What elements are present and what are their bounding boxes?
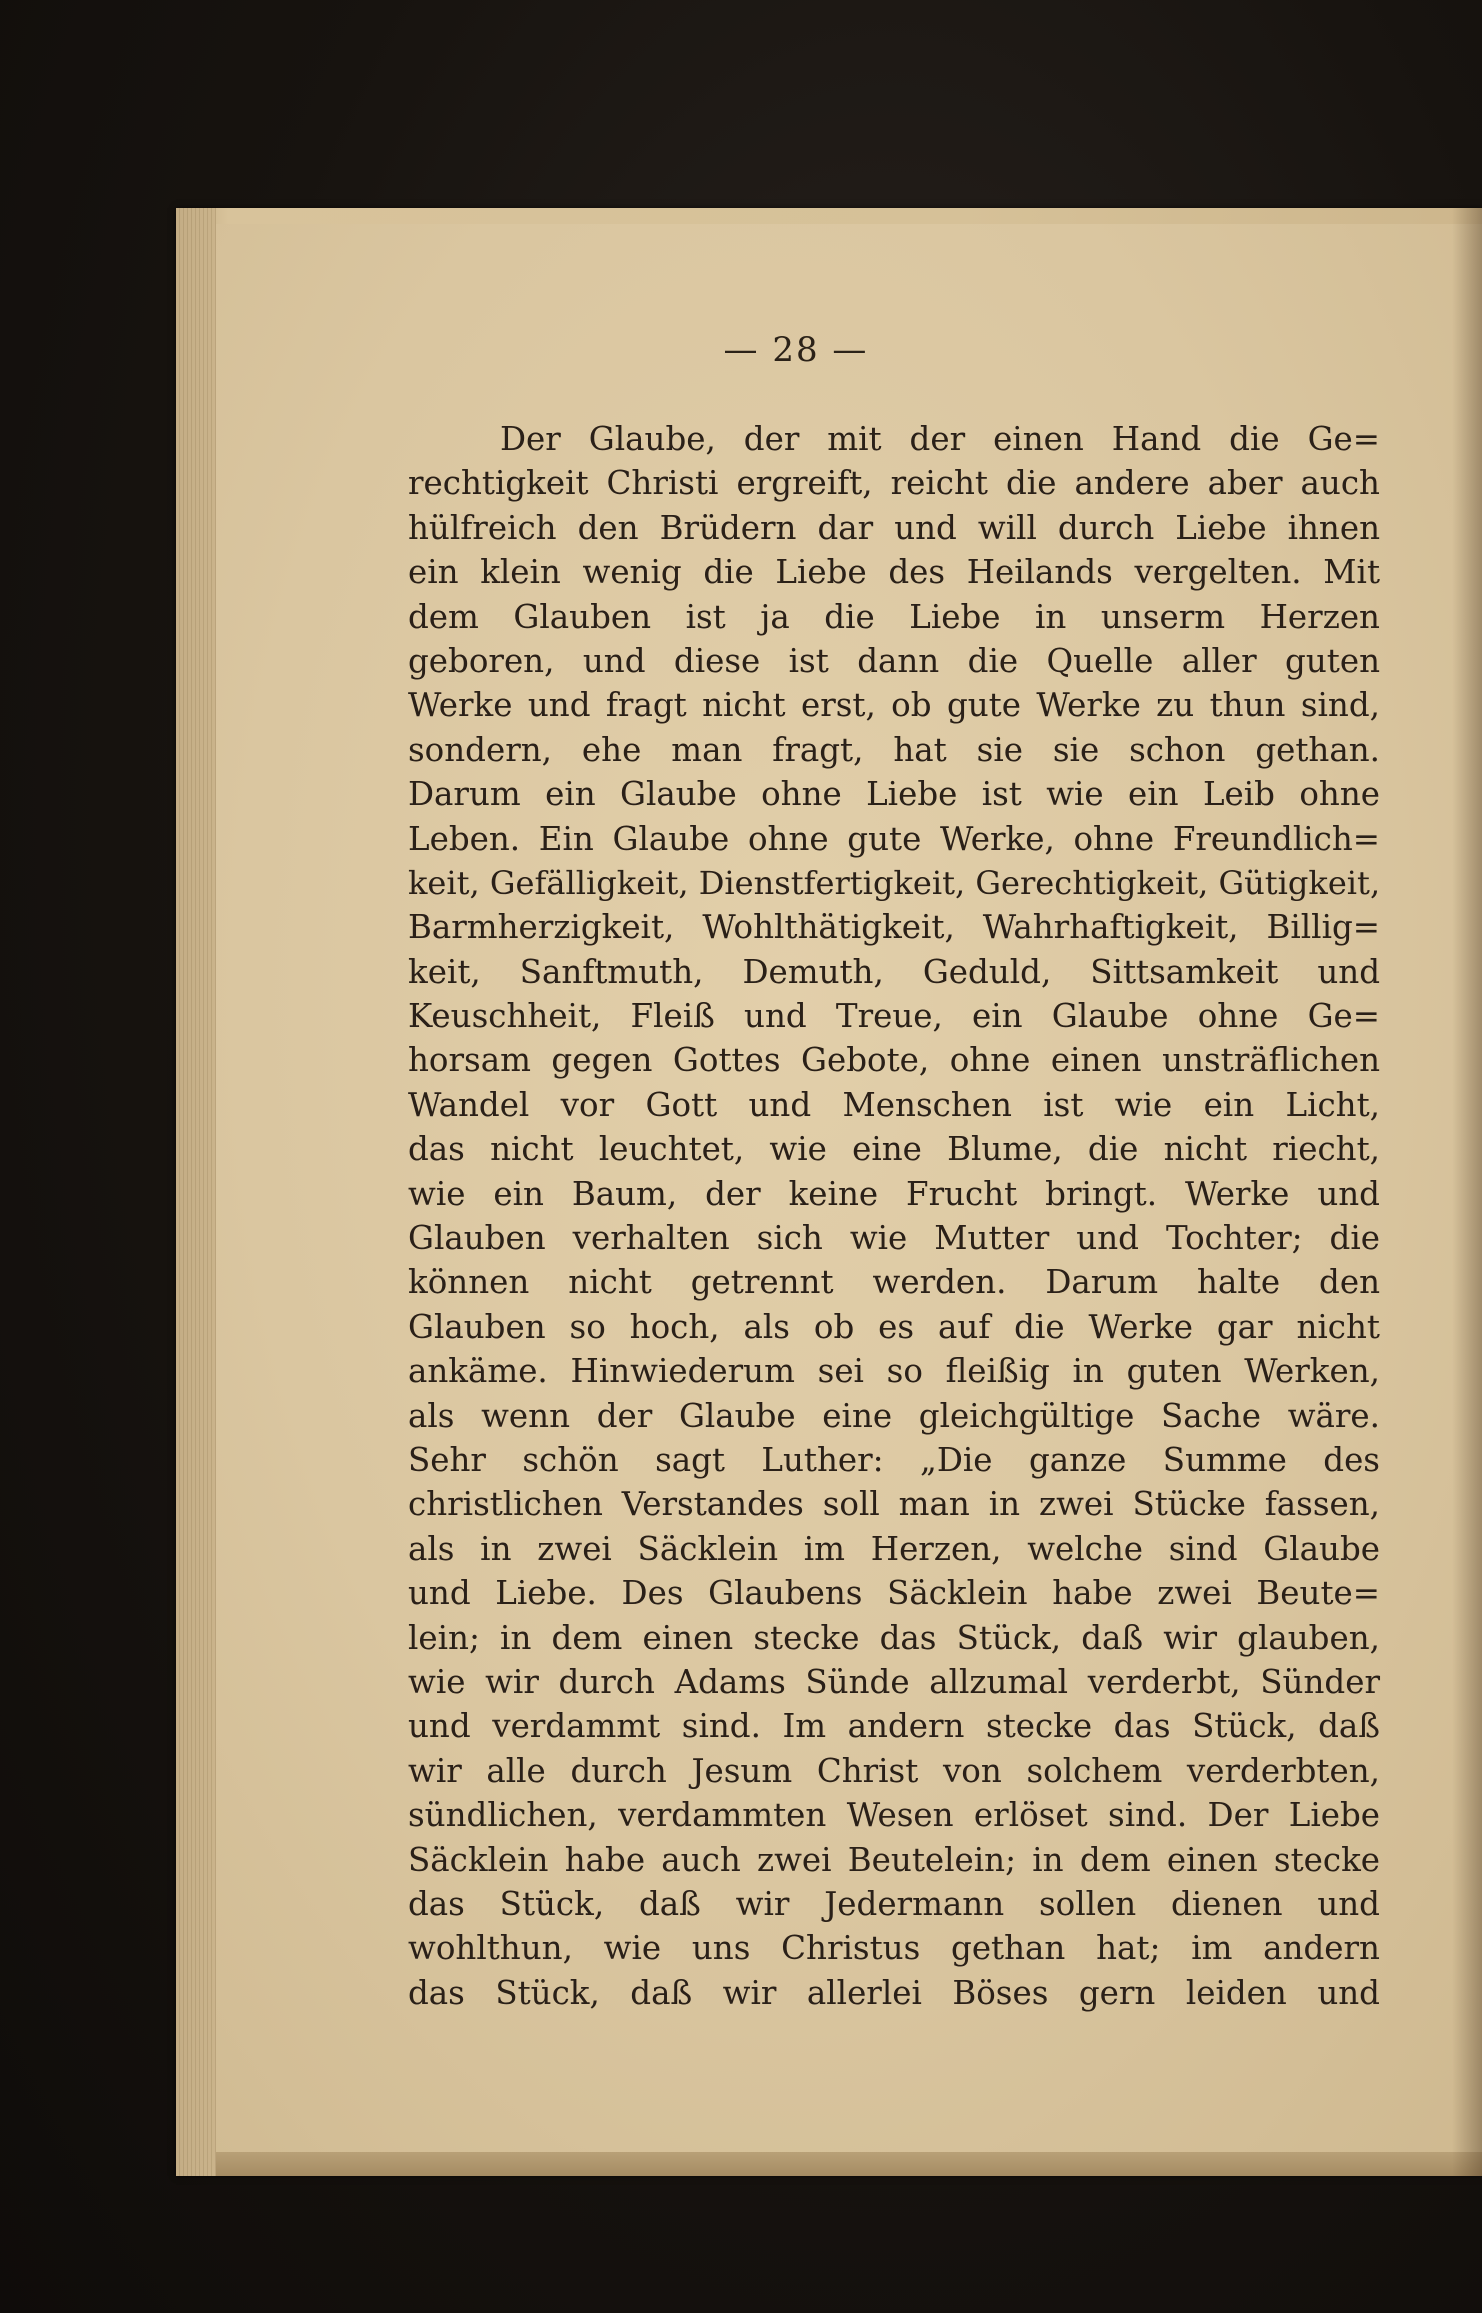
text-line: Keuschheit, Fleiß und Treue, ein Glaube ohne Ge= [408,997,1380,1036]
text-line: Säcklein habe auch zwei Beutelein; in dem einen stecke [408,1840,1380,1879]
text-line: Der Glaube, der mit der einen Hand die Ge= [500,420,1380,458]
text-line: lein; in dem einen stecke das Stück, daß wir glauben, [408,1618,1380,1657]
text-line: das Stück, daß wir allerlei Böses gern leiden und [408,1973,1380,2012]
text-line: das nicht leuchtet, wie eine Blume, die nicht riecht, [408,1130,1380,1169]
text-line: Darum ein Glaube ohne Liebe ist wie ein Leib ohne [408,775,1380,814]
text-line: wir alle durch Jesum Christ von solchem verderbten, [408,1751,1380,1790]
text-line: hülfreich den Brüdern dar und will durch Liebe ihnen [408,508,1380,547]
text-line: christlichen Verstandes soll man in zwei Stücke fassen, [408,1485,1380,1524]
text-line: das Stück, daß wir Jedermann sollen dienen und [408,1884,1380,1923]
text-line: keit, Sanftmuth, Demuth, Geduld, Sittsamkeit und [408,952,1380,991]
text-line: Glauben verhalten sich wie Mutter und Tochter; die [408,1219,1380,1258]
text-line: wohlthun, wie uns Christus gethan hat; im andern [408,1929,1380,1968]
text-line: und verdammt sind. Im andern stecke das Stück, daß [408,1707,1380,1746]
page-right-shadow [1452,208,1482,2176]
text-line: sündlichen, verdammten Wesen erlöset sind. Der Liebe [408,1796,1380,1835]
page-bottom-edge [216,2152,1482,2176]
page-number: — 28 — [723,330,869,370]
text-line: dem Glauben ist ja die Liebe in unserm Herzen [408,597,1380,636]
text-line: Werke und fragt nicht erst, ob gute Werke zu thun sind, [408,686,1380,725]
page-edges [176,208,216,2176]
text-line: Leben. Ein Glaube ohne gute Werke, ohne Freundlich= [408,819,1380,858]
text-line: können nicht getrennt werden. Darum halte den [408,1263,1380,1302]
text-line: rechtigkeit Christi ergreift, reicht die andere aber auch [408,464,1380,503]
text-line: ein klein wenig die Liebe des Heilands vergelten. Mit [408,553,1380,592]
body-text [408,417,1380,2015]
text-line: geboren, und diese ist dann die Quelle aller guten [408,641,1380,680]
text-line: Barmherzigkeit, Wohlthätigkeit, Wahrhaftigkeit, Billig= [408,908,1380,947]
text-line: wie ein Baum, der keine Frucht bringt. Werke und [408,1174,1380,1213]
text-line: horsam gegen Gottes Gebote, ohne einen unsträflichen [408,1041,1380,1080]
text-line: Glauben so hoch, als ob es auf die Werke gar nicht [408,1307,1380,1346]
text-line: als wenn der Glaube eine gleichgültige Sache wäre. [408,1396,1380,1435]
text-line: sondern, ehe man fragt, hat sie sie schon gethan. [408,730,1380,769]
text-line: als in zwei Säcklein im Herzen, welche sind Glaube [408,1529,1380,1568]
text-line: ankäme. Hinwiederum sei so fleißig in guten Werken, [408,1352,1380,1391]
text-line: Sehr schön sagt Luther: „Die ganze Summe des [408,1440,1380,1479]
text-line: und Liebe. Des Glaubens Säcklein habe zwei Beute= [408,1574,1380,1613]
text-line: keit, Gefälligkeit, Dienstfertigkeit, Gerechtigkeit, Gütigkeit, [408,863,1381,902]
text-line: wie wir durch Adams Sünde allzumal verderbt, Sünder [408,1662,1380,1701]
text-line: Wandel vor Gott und Menschen ist wie ein Licht, [408,1085,1380,1124]
